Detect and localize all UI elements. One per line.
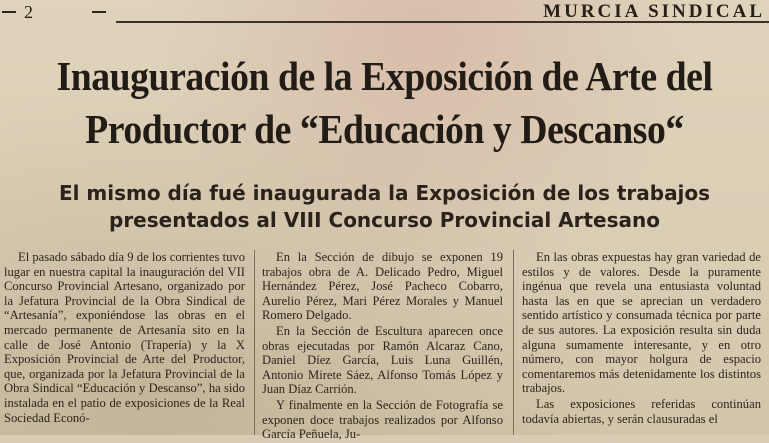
- article-subheadline: [0, 180, 769, 234]
- headline-line-2: Productor de “Educación y Descanso“: [85, 106, 684, 152]
- column-1-paragraph-1: El pasado sábado día 9 de los corrientes tuvo lugar en nuestra capital la inauguración del VII Concurso Provincial Artesano, organizado por la Jefatura Provincial de la Obra Sindical de “Artesanía”, exponiéndose las obras en el mercado permanente de Artesanía sito en la calle de José Antonio (Trapería) y la X Exposición Provincial de Arte del Productor, que, organizada por la Jefatura Provincial de la Obra Sindical “Educación y Descanso”, ha sido instalada en el patio de exposiciones de la Real Sociedad Econó-: [4, 250, 245, 425]
- header-dash-right: [92, 11, 106, 13]
- column-2-paragraph-3: Y finalmente en la Sección de Fotografía se exponen doce trabajos realizados por Alfonso García Peñuela, Ju-: [262, 397, 503, 442]
- article-column-1: [4, 250, 245, 426]
- column-3-paragraph-1: En las obras expuestas hay gran variedad de estilos y de valores. Desde la puramente ingénua que revela una entusiasta voluntad hasta las en que se aprecian un verdadero sentido artístico y consumada técnica por parte de sus autores. La exposición resulta sin duda alguna sumamente interesante, y en otro número, con mayor holgura de espacio comentaremos más detenidamente los distintos trabajos.: [522, 250, 761, 396]
- page-number: 2: [24, 2, 34, 22]
- subhead-line-1: El mismo día fué inaugurada la Exposición de los trabajos: [58, 181, 711, 205]
- column-3-paragraph-2: Las exposiciones referidas continúan todavía abiertas, y serán clausuradas el: [522, 396, 761, 426]
- column-divider-2: [513, 250, 514, 435]
- subhead-line-2: presentados al VIII Concurso Provincial Artesano: [109, 208, 660, 232]
- article-headline: [31, 50, 738, 156]
- column-2-paragraph-1: En la Sección de dibujo se exponen 19 trabajos obra de A. Delicado Pedro, Miguel Hernández Pérez, José Pacheco Cobarro, Aurelio Pérez, Mari Pérez Morales y Manuel Romero Delgado.: [262, 250, 503, 323]
- header-dash-left: [2, 11, 16, 13]
- headline-line-1: Inauguración de la Exposición de Arte del: [56, 53, 713, 99]
- article-column-3: [522, 250, 761, 427]
- masthead-title: MURCIA SINDICAL: [543, 1, 765, 22]
- column-2-paragraph-2: En la Sección de Escultura aparecen once obras ejecutadas por Ramón Alcaraz Cano, Daniel Díez García, Luis Luna Guillén, Antonio Mirete Sáez, Alfonso Tomás López y Juan Díaz Carrión.: [262, 323, 503, 397]
- running-header: [0, 0, 769, 24]
- article-column-2: [262, 250, 503, 443]
- column-divider-1: [254, 250, 255, 435]
